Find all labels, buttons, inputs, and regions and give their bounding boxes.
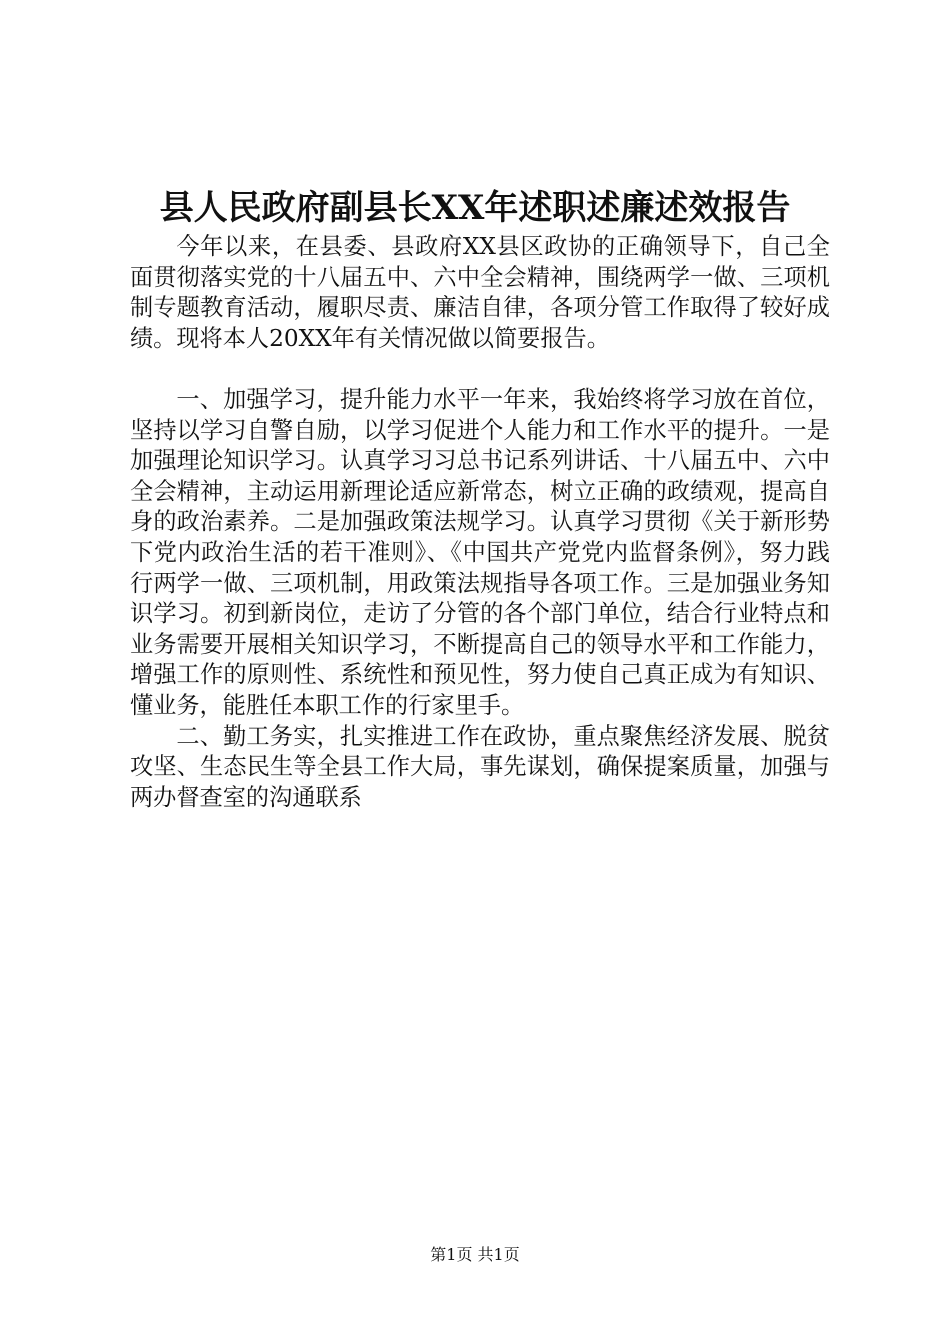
paragraph-section-one: 一、加强学习，提升能力水平一年来，我始终将学习放在首位，坚持以学习自警自励，以学习促进个人能力和工作水平的提升。一是加强理论知识学习。认真学习习总书记系列讲话、十八届五中、六中全会精神，主动运用新理论适应新常态，树立正确的政绩观，提高自身的政治素养。二是加强政策法规学习。认真学习贯彻《关于新形势下党内政治生活的若干准则》、《中国共产党党内监督条例》，努力践行两学一做、三项机制，用政策法规指导各项工作。三是加强业务知识学习。初到新岗位，走访了分管的各个部门单位，结合行业特点和业务需要开展相关知识学习，不断提高自己的领导水平和工作能力，增强工作的原则性、系统性和预见性，努力使自己真正成为有知识、懂业务，能胜任本职工作的行家里手。	[130, 385, 830, 719]
page-footer: 第1页 共1页	[430, 1245, 520, 1264]
paragraph-intro: 今年以来，在县委、县政府XX县区政协的正确领导下，自己全面贯彻落实党的十八届五中、六中全会精神，围绕两学一做、三项机制专题教育活动，履职尽责、廉洁自律，各项分管工作取得了较好成绩。现将本人20XX年有关情况做以简要报告。	[130, 233, 830, 352]
document-title: 县人民政府副县长XX年述职述廉述效报告	[159, 188, 791, 228]
document-body	[130, 232, 830, 813]
paragraph-section-two: 二、勤工务实，扎实推进工作在政协，重点聚焦经济发展、脱贫攻坚、生态民生等全县工作大局，事先谋划，确保提案质量，加强与两办督查室的沟通联系	[130, 722, 830, 811]
